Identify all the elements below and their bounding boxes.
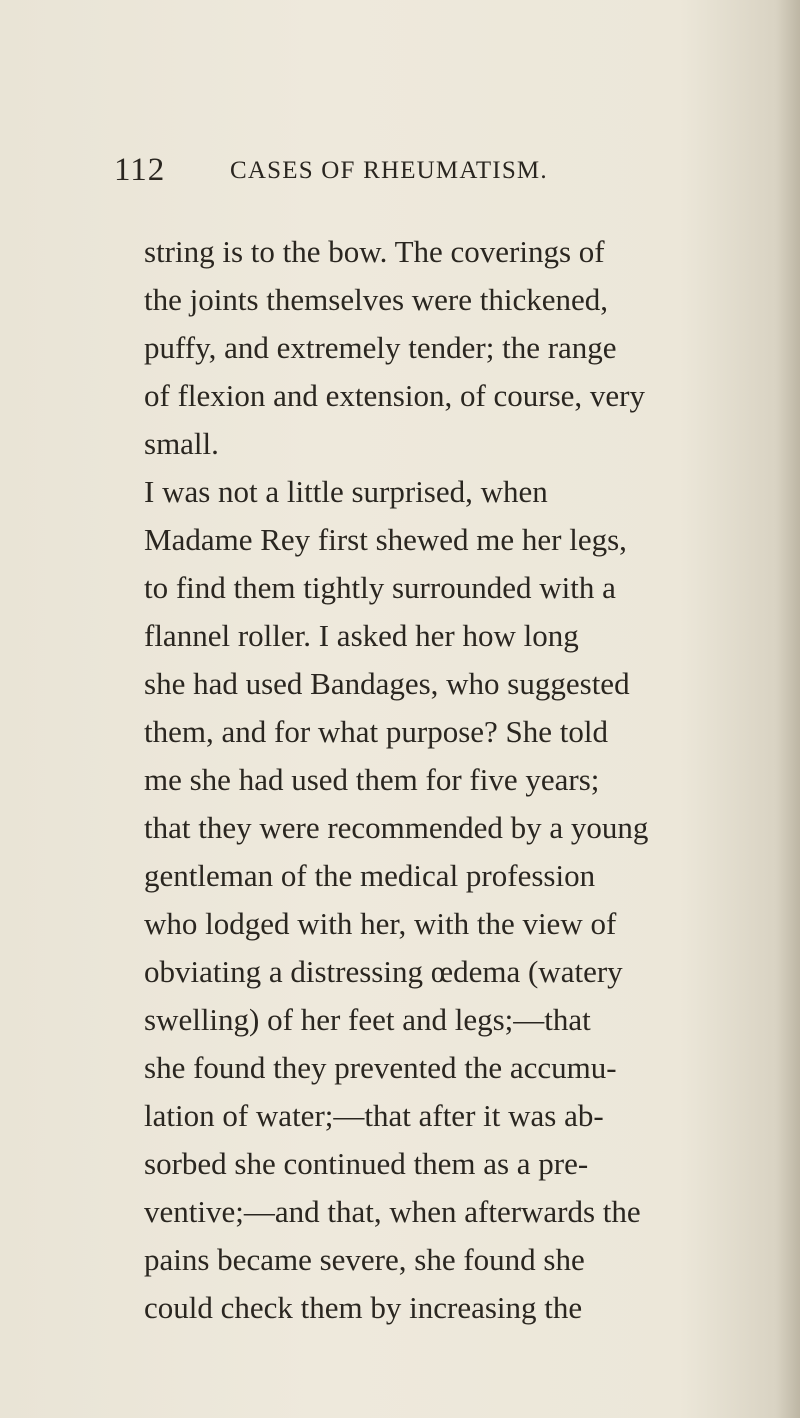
- text-line: flannel roller. I asked her how long: [144, 618, 579, 653]
- text-line: could check them by increasing the: [144, 1290, 583, 1325]
- running-head: [114, 150, 754, 200]
- text-line: who lodged with her, with the view of: [144, 906, 617, 941]
- text-line: string is to the bow. The coverings of: [144, 234, 605, 269]
- text-line: sorbed she continued them as a pre-: [144, 1146, 589, 1181]
- text-line: to find them tightly surrounded with a: [144, 570, 616, 605]
- text-line: Madame Rey first shewed me her legs,: [144, 522, 627, 557]
- text-line: me she had used them for five years;: [144, 762, 600, 797]
- text-line: that they were recommended by a young: [144, 810, 649, 845]
- text-line: obviating a distressing œdema (watery: [144, 954, 623, 989]
- text-line: gentleman of the medical profession: [144, 858, 596, 893]
- text-line: puffy, and extremely tender; the range: [144, 330, 617, 365]
- text-line: small.: [144, 426, 219, 461]
- text-line: them, and for what purpose? She told: [144, 714, 609, 749]
- page-number: 112: [114, 152, 166, 188]
- text-line: ventive;—and that, when afterwards the: [144, 1194, 641, 1229]
- text-line: of flexion and extension, of course, very: [144, 378, 646, 413]
- text-line: lation of water;—that after it was ab-: [144, 1098, 604, 1133]
- text-line: she found they prevented the accumu-: [144, 1050, 617, 1085]
- text-line: I was not a little surprised, when: [144, 474, 548, 509]
- text-line: the joints themselves were thickened,: [144, 282, 609, 317]
- running-title: CASES OF RHEUMATISM.: [230, 157, 548, 184]
- text-line: swelling) of her feet and legs;—that: [144, 1002, 591, 1037]
- text-line: she had used Bandages, who suggested: [144, 666, 630, 701]
- text-line: pains became severe, she found she: [144, 1242, 585, 1277]
